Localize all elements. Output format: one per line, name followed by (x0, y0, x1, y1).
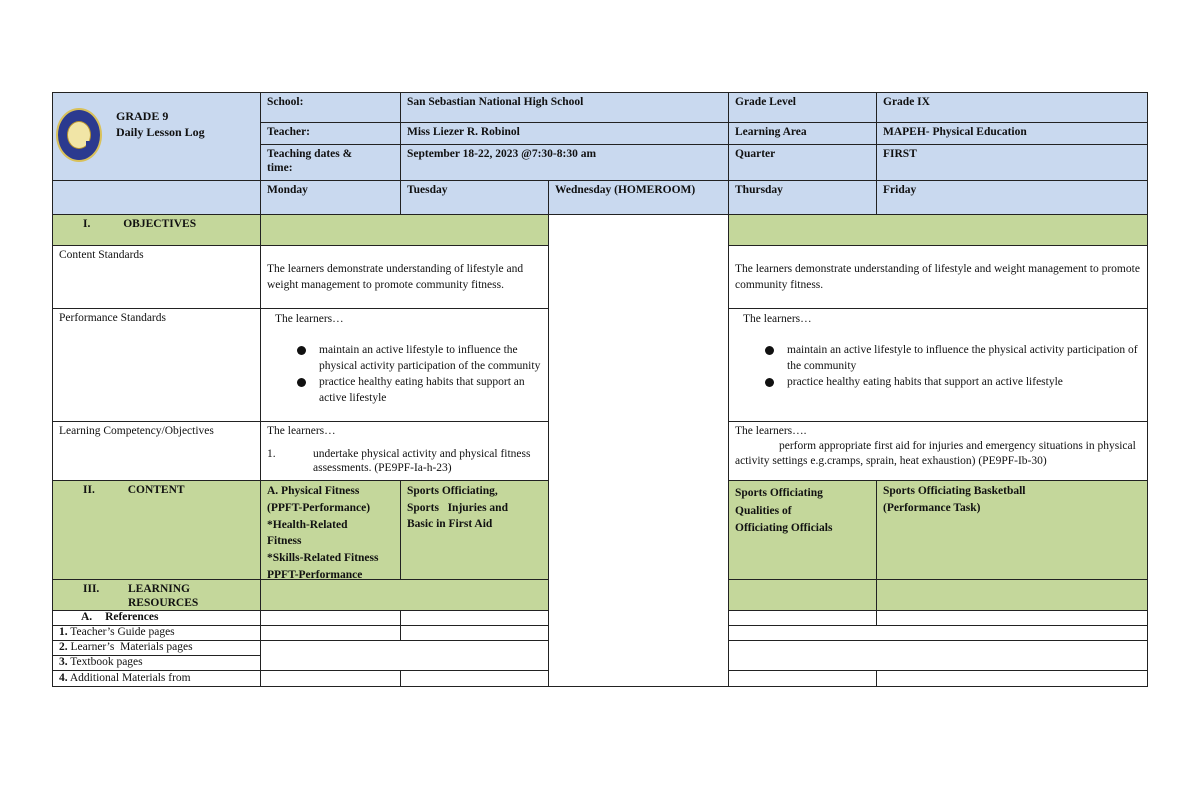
performance-standards-label: Performance Standards (52, 308, 261, 422)
objectives-heading-right-fill (728, 214, 1148, 246)
additional-materials-tuesday (400, 670, 549, 687)
resources-heading-friday-fill (876, 579, 1148, 611)
day-wednesday: Wednesday (HOMEROOM) (548, 180, 729, 215)
teacher-label: Teacher: (260, 122, 401, 145)
competency-right: The learners…. perform appropriate first aid for injuries and emergency situations in physical activity settings e.g.cramps, sprain, heat exhaustion) (PE9PF-Ib-30) (728, 421, 1148, 481)
learning-resources-heading: III. LEARNING RESOURCES (52, 579, 261, 611)
quarter-label: Quarter (728, 144, 877, 181)
day-tuesday: Tuesday (400, 180, 549, 215)
additional-materials-label: 4. Additional Materials from (52, 670, 261, 687)
learning-area-value: MAPEH- Physical Education (876, 122, 1148, 145)
performance-right-item: maintain an active lifestyle to influence the physical activity participation of the community (787, 342, 1141, 374)
references-thursday (728, 610, 877, 626)
teaching-dates-label: Teaching dates & time: (260, 144, 401, 181)
references-label: A. References (52, 610, 261, 626)
content-standards-right: The learners demonstrate understanding of lifestyle and weight management to promote community fitness. (728, 245, 1148, 309)
performance-left-item: maintain an active lifestyle to influence the physical activity participation of the community (319, 344, 541, 372)
competency-label: Learning Competency/Objectives (52, 421, 261, 481)
teachers-guide-label: 1. Teacher’s Guide pages (52, 625, 261, 641)
performance-right-item: practice healthy eating habits that support an active lifestyle (787, 374, 1141, 390)
grade-level-label: Grade Level (728, 92, 877, 123)
competency-left: The learners… 1. undertake physical activity and physical fitness assessments. (PE9PF-Ia-h-23) (260, 421, 549, 481)
content-monday: A. Physical Fitness (PPFT-Performance) *Health-Related Fitness *Skills-Related Fitness PPFT-Performance (260, 480, 401, 580)
teachers-guide-right (728, 625, 1148, 641)
references-friday (876, 610, 1148, 626)
content-tuesday: Sports Officiating, Sports Injuries and Basic in First Aid (400, 480, 549, 580)
resources-heading-thursday-fill (728, 579, 877, 611)
day-monday: Monday (260, 180, 401, 215)
grade-title: GRADE 9 Daily Lesson Log (116, 109, 205, 139)
day-friday: Friday (876, 180, 1148, 215)
content-friday: Sports Officiating Basketball (Performance Task) (876, 480, 1148, 580)
resources-heading-left-fill (260, 579, 549, 611)
learners-materials-left (260, 640, 549, 671)
performance-left-list (267, 342, 542, 406)
content-thursday: Sports Officiating Qualities of Officiating Officials (728, 480, 877, 580)
content-heading: II. CONTENT (52, 480, 261, 580)
references-monday (260, 610, 401, 626)
school-label: School: (260, 92, 401, 123)
teaching-dates-value: September 18-22, 2023 @7:30-8:30 am (400, 144, 729, 181)
content-standards-label: Content Standards (52, 245, 261, 309)
day-thursday: Thursday (728, 180, 877, 215)
teachers-guide-tuesday (400, 625, 549, 641)
objectives-heading-left-fill (260, 214, 549, 246)
days-row-blank (52, 180, 261, 215)
wednesday-column-blank (548, 214, 729, 687)
quarter-value: FIRST (876, 144, 1148, 181)
additional-materials-thursday (728, 670, 877, 687)
performance-standards-left: The learners… maintain an active lifestyle to influence the physical activity participation of the community practice healthy eating habits that support an active lifestyle (260, 308, 549, 422)
learners-materials-label: 2. Learner’s Materials pages (52, 640, 261, 656)
grade-level-value: Grade IX (876, 92, 1148, 123)
objectives-heading: I. OBJECTIVES (52, 214, 261, 246)
additional-materials-monday (260, 670, 401, 687)
performance-left-item: practice healthy eating habits that support an active lifestyle (319, 374, 542, 406)
performance-standards-right: The learners… maintain an active lifestyle to influence the physical activity participation of the community practice healthy eating habits that support an active lifestyle (728, 308, 1148, 422)
additional-materials-friday (876, 670, 1148, 687)
deped-seal-logo (56, 108, 102, 162)
school-value: San Sebastian National High School (400, 92, 729, 123)
learning-area-label: Learning Area (728, 122, 877, 145)
performance-right-list (735, 342, 1141, 390)
textbook-pages-label: 3. Textbook pages (52, 655, 261, 671)
teacher-value: Miss Liezer R. Robinol (400, 122, 729, 145)
content-standards-left: The learners demonstrate understanding of lifestyle and weight management to promote community fitness. (260, 245, 549, 309)
teachers-guide-monday (260, 625, 401, 641)
references-tuesday (400, 610, 549, 626)
learners-materials-right (728, 640, 1148, 671)
